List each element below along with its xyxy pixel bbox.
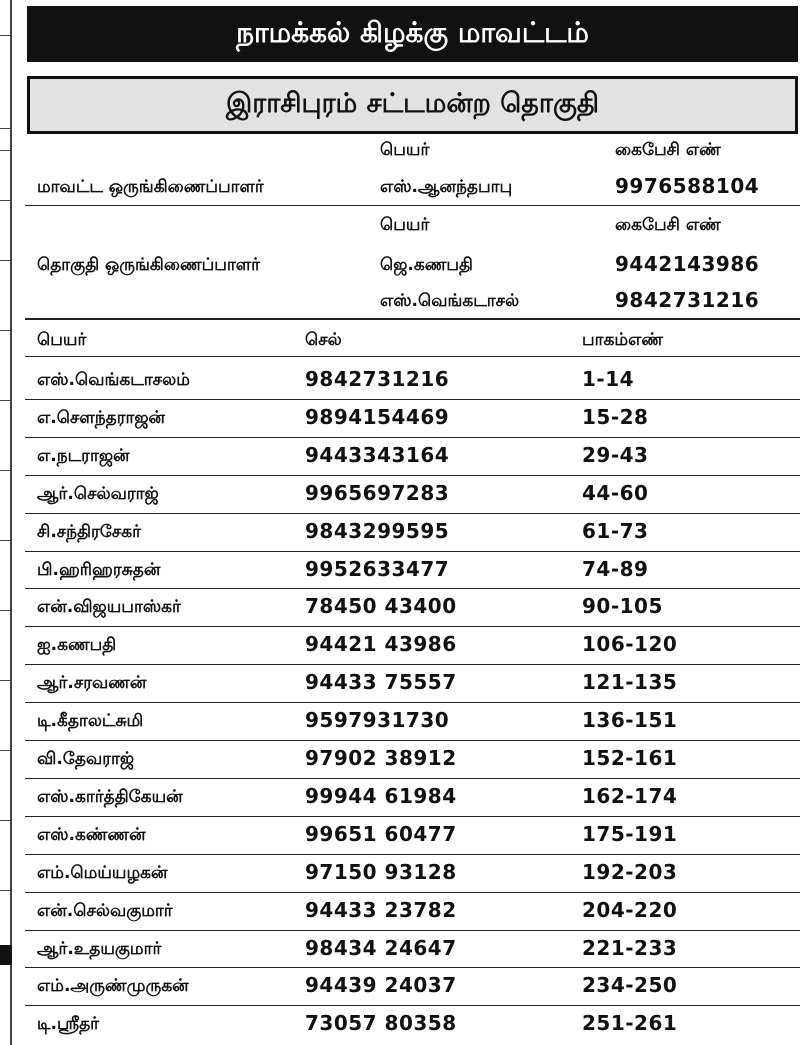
row-name: வி.தேவராஜ் — [37, 749, 135, 769]
row-cell: 98434 24647 — [305, 935, 457, 960]
district-title: நாமக்கல் கிழக்கு மாவட்டம் — [27, 6, 798, 62]
cc-role: தொகுதி ஒருங்கிணைப்பாளர் — [37, 255, 260, 275]
margin-tick — [0, 128, 10, 129]
row-name: டி.ஸ்ரீதர் — [37, 1014, 100, 1035]
row-divider — [25, 967, 800, 968]
cc-person-name: எஸ்.வெங்கடாசல் — [380, 291, 520, 311]
constituency-title: இராசிபுரம் சட்டமன்ற தொகுதி — [27, 76, 798, 134]
row-cell: 73057 80358 — [305, 1011, 457, 1036]
row-part: 162-174 — [582, 783, 678, 808]
cc-person-phone: 9842731216 — [615, 288, 760, 312]
row-cell: 9952633477 — [305, 556, 450, 581]
margin-tick — [0, 890, 10, 891]
row-name: எ.சௌந்தராஜன் — [37, 407, 166, 428]
row-name: டி.கீதாலட்சுமி — [37, 711, 144, 732]
row-part: 44-60 — [582, 480, 649, 505]
dc-phone: 9976588104 — [615, 174, 760, 198]
margin-tick — [0, 330, 10, 331]
row-part: 61-73 — [582, 518, 649, 543]
row-cell: 9843299595 — [305, 518, 450, 543]
row-part: 204-220 — [582, 897, 678, 922]
row-divider — [25, 664, 800, 665]
row-cell: 94421 43986 — [305, 632, 457, 657]
row-part: 192-203 — [582, 859, 678, 884]
row-divider — [25, 588, 800, 589]
row-divider — [25, 854, 800, 855]
margin-tick — [0, 150, 10, 151]
row-divider — [25, 513, 800, 514]
row-name: பி.ஹரிஹரசுதன் — [37, 559, 161, 580]
row-divider — [25, 626, 800, 627]
column-header-cell: செல் — [305, 330, 342, 350]
row-divider — [25, 778, 800, 779]
row-cell: 78450 43400 — [305, 594, 457, 619]
row-name: எஸ்.கார்த்திகேயன் — [37, 786, 183, 807]
row-divider — [25, 740, 800, 741]
row-cell: 97150 93128 — [305, 859, 457, 884]
row-part: 15-28 — [582, 404, 649, 429]
dc-role: மாவட்ட ஒருங்கிணைப்பாளர் — [37, 177, 264, 197]
row-divider — [25, 702, 800, 703]
cc-person-name: ஜெ.கணபதி — [380, 255, 473, 275]
row-name: ஆர்.சரவணன் — [37, 673, 147, 694]
row-part: 221-233 — [582, 935, 678, 960]
margin-line — [10, 0, 12, 1045]
row-cell: 9842731216 — [305, 367, 450, 391]
row-name: ஆர்.செல்வராஜ் — [37, 483, 159, 504]
divider — [25, 318, 800, 320]
row-part: 234-250 — [582, 973, 678, 998]
margin-tick — [0, 820, 10, 821]
margin-tick — [0, 470, 10, 471]
row-divider — [25, 892, 800, 893]
margin-tick — [0, 200, 10, 201]
row-name: எஸ்.கண்ணன் — [37, 824, 146, 845]
row-cell: 94433 23782 — [305, 897, 457, 922]
margin-tick — [0, 400, 10, 401]
margin-tick — [0, 680, 10, 681]
divider — [25, 356, 800, 357]
cc-person-phone: 9442143986 — [615, 252, 760, 276]
margin-tick — [0, 610, 10, 611]
row-part: 251-261 — [582, 1011, 678, 1036]
divider — [25, 205, 800, 206]
margin-tick — [0, 750, 10, 751]
row-name: சி.சந்திரசேகர் — [37, 521, 142, 542]
cc-name-header: பெயர் — [380, 215, 430, 235]
row-part: 1-14 — [582, 367, 635, 391]
row-cell: 9894154469 — [305, 404, 450, 429]
row-divider — [25, 399, 800, 400]
row-name: எம்.மெய்யழகன் — [37, 862, 168, 883]
dc-name: எஸ்.ஆனந்தபாபு — [380, 177, 513, 197]
row-divider — [25, 930, 800, 931]
row-part: 136-151 — [582, 708, 678, 733]
dc-phone-header: கைபேசி எண் — [615, 140, 721, 160]
row-cell: 9597931730 — [305, 708, 450, 733]
row-divider — [25, 551, 800, 552]
row-part: 121-135 — [582, 670, 678, 695]
row-name: எ.நடராஜன் — [37, 445, 130, 466]
column-header-name: பெயர் — [37, 330, 87, 350]
row-name: என்.விஜயபாஸ்கர் — [37, 597, 181, 618]
row-name: ஐ.கணபதி — [37, 635, 117, 656]
row-divider — [25, 475, 800, 476]
row-name: ஆர்.உதயகுமார் — [37, 938, 162, 959]
row-divider — [25, 816, 800, 817]
row-cell: 97902 38912 — [305, 746, 457, 770]
row-cell: 94439 24037 — [305, 973, 457, 998]
row-divider — [25, 437, 800, 438]
row-part: 29-43 — [582, 442, 649, 467]
row-name: எம்.அருண்முருகன் — [37, 976, 189, 997]
row-part: 74-89 — [582, 556, 649, 581]
margin-tick — [0, 35, 10, 36]
row-cell: 99651 60477 — [305, 821, 457, 846]
notice-panel — [25, 0, 800, 1045]
left-page-margin — [0, 0, 20, 1045]
row-part: 106-120 — [582, 632, 678, 657]
row-part: 90-105 — [582, 594, 663, 619]
column-header-part: பாகம்எண் — [582, 330, 663, 350]
row-cell: 94433 75557 — [305, 670, 457, 695]
row-cell: 9443343164 — [305, 442, 450, 467]
row-name: என்.செல்வகுமார் — [37, 900, 173, 921]
margin-tick — [0, 540, 10, 541]
cc-phone-header: கைபேசி எண் — [615, 215, 721, 235]
row-name: எஸ்.வெங்கடாசலம் — [37, 370, 190, 390]
row-cell: 99944 61984 — [305, 783, 457, 808]
row-part: 175-191 — [582, 821, 678, 846]
row-cell: 9965697283 — [305, 480, 450, 505]
margin-tick — [0, 260, 10, 261]
margin-block — [0, 945, 12, 965]
row-part: 152-161 — [582, 746, 678, 770]
row-divider — [25, 1005, 800, 1006]
dc-name-header: பெயர் — [380, 140, 430, 160]
